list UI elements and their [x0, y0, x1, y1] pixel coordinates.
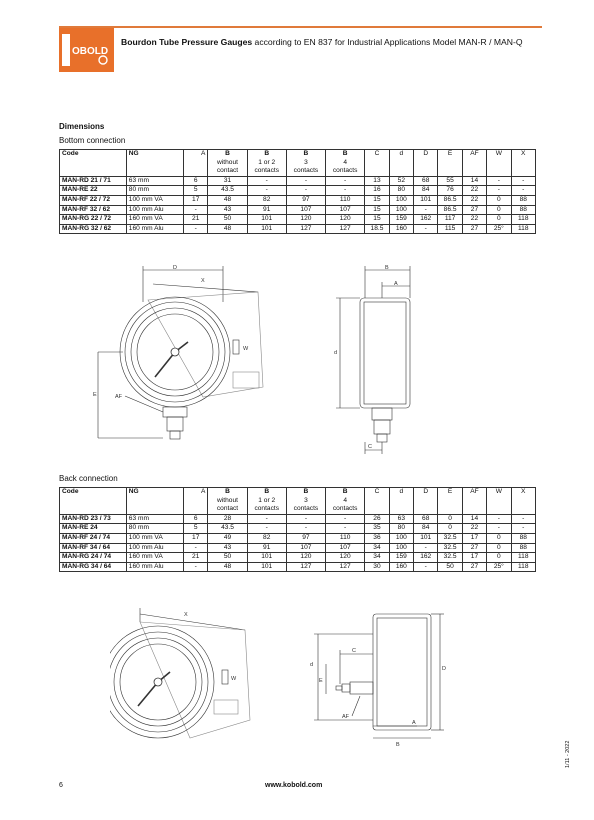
table-row [60, 562, 536, 572]
table-cell: 17 [184, 533, 208, 543]
table-cell: 100 mm VA [126, 533, 183, 543]
table-cell: 107 [326, 205, 365, 215]
col-af: AF [462, 488, 486, 515]
table-cell: 110 [326, 533, 365, 543]
col-code: Code [60, 488, 127, 515]
col-b-1or2-contacts: B 1 or 2 contacts [247, 488, 286, 515]
table-cell: - [184, 224, 208, 234]
table-cell: 48 [208, 195, 247, 205]
table-cell: 101 [247, 553, 286, 563]
table-cell: - [511, 514, 535, 524]
table-cell: 14 [462, 176, 486, 186]
header-rule [59, 26, 542, 28]
table-cell: 160 mm Alu [126, 224, 183, 234]
table-cell: 100 [389, 533, 413, 543]
table-cell: 120 [326, 553, 365, 563]
col-x: X [511, 488, 535, 515]
back-connection-heading: Back connection [59, 474, 118, 483]
table-cell: 118 [511, 215, 535, 225]
table-cell: - [247, 514, 286, 524]
table-cell: 55 [438, 176, 462, 186]
table-cell: - [247, 524, 286, 534]
document-revision: 1/11 - 2022 [565, 740, 571, 768]
table-cell: 36 [365, 533, 389, 543]
table-cell: MAN-RF 32 / 62 [60, 205, 127, 215]
table-cell: 15 [365, 195, 389, 205]
table-cell: MAN-RD 21 / 71 [60, 176, 127, 186]
table-cell: 26 [365, 514, 389, 524]
table-cell: 127 [286, 224, 325, 234]
table-cell: 80 mm [126, 524, 183, 534]
table-row [60, 543, 536, 553]
table-cell: 68 [414, 514, 438, 524]
table-cell: 0 [438, 524, 462, 534]
website-link[interactable]: www.kobold.com [265, 782, 323, 789]
table-cell: 48 [208, 562, 247, 572]
table-cell: 50 [208, 553, 247, 563]
table-cell: 16 [365, 186, 389, 196]
col-e: E [438, 150, 462, 177]
table-cell: - [286, 176, 325, 186]
page-number: 6 [59, 782, 63, 789]
table-cell: - [487, 176, 511, 186]
col-b-1or2-contacts: B 1 or 2 contacts [247, 150, 286, 177]
col-c: C [365, 150, 389, 177]
table-cell: 100 [389, 205, 413, 215]
dim-label-b: B [385, 265, 389, 271]
table-cell: 97 [286, 533, 325, 543]
table-cell: 80 [389, 524, 413, 534]
table-row [60, 514, 536, 524]
table-cell: 100 mm Alu [126, 543, 183, 553]
table-row [60, 215, 536, 225]
back-connection-front-view [110, 600, 280, 755]
table-cell: 21 [184, 553, 208, 563]
table-cell: 88 [511, 195, 535, 205]
col-b-4-contacts: B 4 contacts [326, 150, 365, 177]
table-cell: 127 [326, 562, 365, 572]
table-row [60, 533, 536, 543]
table-cell: 22 [462, 195, 486, 205]
table-cell: 30 [365, 562, 389, 572]
col-a: A [184, 488, 208, 515]
table-cell: 107 [326, 543, 365, 553]
table-cell: - [487, 514, 511, 524]
table-cell: MAN-RE 22 [60, 186, 127, 196]
table-cell: 117 [438, 215, 462, 225]
table-cell: 13 [365, 176, 389, 186]
col-af: AF [462, 150, 486, 177]
col-b-4-contacts: B 4 contacts [326, 488, 365, 515]
col-x: X [511, 150, 535, 177]
dimensions-heading: Dimensions [59, 122, 105, 131]
table-cell: 34 [365, 553, 389, 563]
table-cell: MAN-RG 32 / 62 [60, 224, 127, 234]
table-cell: 118 [511, 553, 535, 563]
table-cell: - [487, 524, 511, 534]
back-connection-side-view [300, 600, 460, 755]
table-cell: 21 [184, 215, 208, 225]
table-cell: MAN-RG 24 / 74 [60, 553, 127, 563]
table-cell: 50 [438, 562, 462, 572]
table-cell: 118 [511, 562, 535, 572]
table-cell: - [184, 205, 208, 215]
dim-label-d-large: D [173, 265, 177, 271]
table-cell: MAN-RF 34 / 64 [60, 543, 127, 553]
table-cell: - [326, 524, 365, 534]
dim-label-a: A [394, 281, 398, 287]
col-b-3-contacts: B 3 contacts [286, 488, 325, 515]
table-cell: 84 [414, 524, 438, 534]
table-cell: 80 mm [126, 186, 183, 196]
table-cell: 80 [389, 186, 413, 196]
table-cell: - [414, 562, 438, 572]
table-cell: 50 [208, 215, 247, 225]
table-cell: - [414, 224, 438, 234]
table-row [60, 553, 536, 563]
table-cell: 34 [365, 543, 389, 553]
table-cell: 84 [414, 186, 438, 196]
table-cell: 17 [462, 553, 486, 563]
table-row [60, 195, 536, 205]
svg-text:OBOLD: OBOLD [72, 46, 109, 57]
table-cell: 15 [365, 205, 389, 215]
kobold-logo [59, 28, 114, 72]
col-code: Code [60, 150, 127, 177]
col-c: C [365, 488, 389, 515]
table-cell: 101 [247, 562, 286, 572]
table-cell: - [247, 176, 286, 186]
table-cell: 0 [487, 205, 511, 215]
table-cell: 0 [487, 195, 511, 205]
bottom-connection-side-view [330, 262, 420, 462]
col-b-without-contact: B without contact [208, 150, 247, 177]
table-cell: 120 [286, 553, 325, 563]
table-cell: 107 [286, 543, 325, 553]
table-cell: 162 [414, 553, 438, 563]
table-cell: 115 [438, 224, 462, 234]
table-cell: 100 mm VA [126, 195, 183, 205]
col-d-small: d [389, 488, 413, 515]
table-cell: 101 [414, 195, 438, 205]
col-d-small: d [389, 150, 413, 177]
table-cell: 82 [247, 533, 286, 543]
table-cell: 18.5 [365, 224, 389, 234]
table-cell: 159 [389, 553, 413, 563]
table-cell: MAN-RG 34 / 64 [60, 562, 127, 572]
table-cell: 49 [208, 533, 247, 543]
table-cell: 101 [247, 224, 286, 234]
table-cell: 160 [389, 562, 413, 572]
table-cell: - [286, 524, 325, 534]
table-cell: 101 [414, 533, 438, 543]
table-cell: 68 [414, 176, 438, 186]
table-cell: 63 mm [126, 514, 183, 524]
table-cell: - [184, 562, 208, 572]
col-ng: NG [126, 488, 183, 515]
table-cell: - [414, 543, 438, 553]
col-b-without-contact: B without contact [208, 488, 247, 515]
table-cell: 91 [247, 205, 286, 215]
table-cell: 22 [462, 524, 486, 534]
table-cell: 118 [511, 224, 535, 234]
table-cell: - [511, 176, 535, 186]
table-cell: 22 [462, 215, 486, 225]
table-cell: 63 [389, 514, 413, 524]
table-cell: 101 [247, 215, 286, 225]
table-cell: 32.5 [438, 543, 462, 553]
table-cell: 160 mm Alu [126, 562, 183, 572]
dim-label-w: W [243, 346, 249, 352]
table-cell: 86.5 [438, 205, 462, 215]
col-b-3-contacts: B 3 contacts [286, 150, 325, 177]
col-e: E [438, 488, 462, 515]
table-cell: 127 [326, 224, 365, 234]
table-cell: 88 [511, 533, 535, 543]
table-cell: 28 [208, 514, 247, 524]
dim-label-d-large: D [442, 666, 446, 672]
col-ng: NG [126, 150, 183, 177]
table-cell: 0 [487, 553, 511, 563]
table-cell: 27 [462, 205, 486, 215]
table-cell: 159 [389, 215, 413, 225]
table-cell: 52 [389, 176, 413, 186]
bottom-connection-table [59, 149, 536, 234]
col-d-large: D [414, 488, 438, 515]
table-cell: 120 [326, 215, 365, 225]
dim-label-c: C [352, 648, 356, 654]
table-cell: 0 [438, 514, 462, 524]
table-cell: 17 [184, 195, 208, 205]
bottom-connection-heading: Bottom connection [59, 136, 126, 145]
table-cell: - [286, 514, 325, 524]
dim-label-d-small: d [334, 350, 338, 356]
table-cell: 100 [389, 543, 413, 553]
col-w: W [487, 488, 511, 515]
table-cell: - [326, 186, 365, 196]
back-connection-table [59, 487, 536, 572]
table-cell: 27 [462, 562, 486, 572]
table-cell: MAN-RD 23 / 73 [60, 514, 127, 524]
table-cell: 88 [511, 205, 535, 215]
table-cell: MAN-RF 22 / 72 [60, 195, 127, 205]
table-cell: 160 mm VA [126, 215, 183, 225]
col-d-large: D [414, 150, 438, 177]
table-cell: 0 [487, 215, 511, 225]
dim-label-af: AF [115, 394, 123, 400]
dim-label-a: A [412, 720, 416, 726]
table-cell: - [487, 186, 511, 196]
table-row [60, 176, 536, 186]
dim-label-b: B [396, 742, 400, 748]
table-cell: 32.5 [438, 533, 462, 543]
table-cell: 6 [184, 176, 208, 186]
table-cell: 120 [286, 215, 325, 225]
table-row [60, 186, 536, 196]
col-a: A [184, 150, 208, 177]
table-row [60, 205, 536, 215]
table-cell: 43.5 [208, 186, 247, 196]
dim-label-x: X [201, 278, 205, 284]
table-cell: 43.5 [208, 524, 247, 534]
bottom-connection-front-view [93, 262, 303, 447]
table-cell: - [247, 186, 286, 196]
dim-label-w: W [231, 676, 237, 682]
table-header-row [60, 150, 536, 177]
dim-label-e: E [319, 678, 323, 684]
dim-label-d-small: d [310, 662, 314, 668]
table-cell: 127 [286, 562, 325, 572]
table-cell: 32.5 [438, 553, 462, 563]
table-cell: 97 [286, 195, 325, 205]
table-row [60, 224, 536, 234]
table-cell: MAN-RG 22 / 72 [60, 215, 127, 225]
table-cell: 76 [438, 186, 462, 196]
table-cell: MAN-RF 24 / 74 [60, 533, 127, 543]
table-cell: 162 [414, 215, 438, 225]
table-cell: - [511, 524, 535, 534]
table-cell: 14 [462, 514, 486, 524]
table-cell: - [511, 186, 535, 196]
table-cell: - [414, 205, 438, 215]
table-cell: 86.5 [438, 195, 462, 205]
table-cell: 22 [462, 186, 486, 196]
table-cell: 5 [184, 524, 208, 534]
table-cell: 48 [208, 224, 247, 234]
table-cell: - [326, 514, 365, 524]
table-row [60, 524, 536, 534]
table-cell: - [286, 186, 325, 196]
table-cell: 63 mm [126, 176, 183, 186]
table-cell: 5 [184, 186, 208, 196]
table-cell: 160 mm VA [126, 553, 183, 563]
dim-label-c: C [368, 444, 372, 450]
dim-label-e: E [93, 392, 97, 398]
table-cell: 91 [247, 543, 286, 553]
table-cell: 27 [462, 543, 486, 553]
table-cell: 15 [365, 215, 389, 225]
col-w: W [487, 150, 511, 177]
table-cell: 160 [389, 224, 413, 234]
table-cell: 27 [462, 224, 486, 234]
table-cell: 82 [247, 195, 286, 205]
dim-label-x: X [184, 612, 188, 618]
table-cell: 43 [208, 205, 247, 215]
table-cell: 17 [462, 533, 486, 543]
table-cell: 25° [487, 562, 511, 572]
table-cell: 107 [286, 205, 325, 215]
table-cell: 31 [208, 176, 247, 186]
table-cell: 110 [326, 195, 365, 205]
table-cell: - [184, 543, 208, 553]
table-cell: 6 [184, 514, 208, 524]
table-cell: 88 [511, 543, 535, 553]
table-cell: 100 mm Alu [126, 205, 183, 215]
table-cell: 43 [208, 543, 247, 553]
table-cell: MAN-RE 24 [60, 524, 127, 534]
table-cell: 0 [487, 543, 511, 553]
table-cell: 35 [365, 524, 389, 534]
table-cell: - [326, 176, 365, 186]
header-title: Bourdon Tube Pressure Gauges according to EN 837 for Industrial Applications Model MAN-R / MAN-Q [121, 37, 523, 47]
table-cell: 0 [487, 533, 511, 543]
table-cell: 25° [487, 224, 511, 234]
table-cell: 100 [389, 195, 413, 205]
table-header-row [60, 488, 536, 515]
dim-label-af: AF [342, 714, 350, 720]
